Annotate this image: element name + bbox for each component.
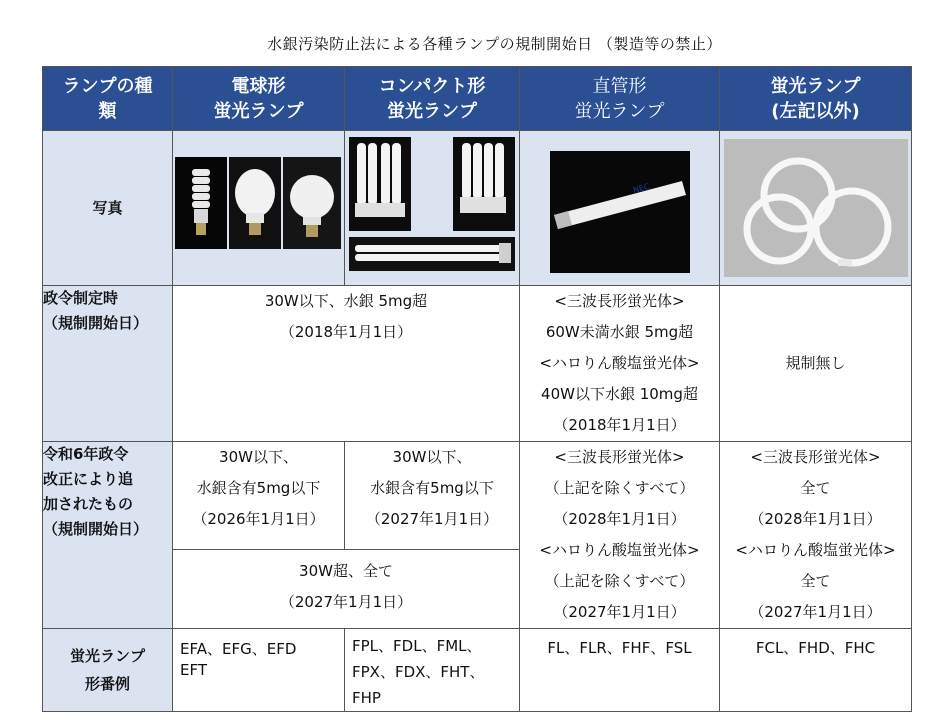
regulation-table [42, 66, 912, 712]
models-row [43, 629, 912, 712]
circular-lamps-image [724, 139, 908, 277]
models-straight: FL、FLR、FHF、FSL [520, 629, 720, 712]
models-bulb: EFA、EFG、EFD EFT [173, 629, 345, 712]
photo-row [43, 131, 912, 286]
header-compact-type: コンパクト形 蛍光ランプ [345, 67, 520, 131]
models-compact: FPL、FDL、FML、 FPX、FDX、FHT、 FHP [345, 629, 520, 712]
ordinance-other: 規制無し [720, 286, 912, 442]
ordinance-row [43, 286, 912, 442]
header-bulb-type: 電球形 蛍光ランプ [173, 67, 345, 131]
page-title: 水銀汚染防止法による各種ランプの規制開始日 （製造等の禁止） [267, 35, 722, 53]
reiwa-other: <三波長形蛍光体> 全て （2028年1月1日） <ハロりん酸塩蛍光体> 全て （2027年1月1日） [720, 442, 912, 629]
row-label-photo: 写真 [43, 131, 173, 286]
photo-compact-lamps [345, 131, 520, 286]
row-label-models: 蛍光ランプ 形番例 [43, 629, 173, 712]
reiwa-bulb: 30W以下、 水銀含有5mg以下 （2026年1月1日） [173, 442, 345, 550]
photo-straight-lamp [520, 131, 720, 286]
header-straight-type: 直管形 蛍光ランプ [520, 67, 720, 131]
models-other: FCL、FHD、FHC [720, 629, 912, 712]
reiwa-row-top [43, 442, 912, 550]
compact-lamps-image [349, 137, 515, 271]
ordinance-bulb-compact: 30W以下、水銀 5mg超 （2018年1月1日） [173, 286, 520, 442]
reiwa-bulb-compact-over30w: 30W超、全て （2027年1月1日） [173, 549, 520, 628]
header-row [43, 67, 912, 131]
straight-lamp-image [550, 151, 690, 273]
header-other-type: 蛍光ランプ (左記以外) [720, 67, 912, 131]
photo-circular-lamps [720, 131, 912, 286]
header-lamp-type: ランプの種 類 [43, 67, 173, 131]
row-label-reiwa: 令和6年政令 改正により追 加されたもの （規制開始日） [43, 442, 173, 629]
row-label-ordinance: 政令制定時 （規制開始日） [43, 286, 173, 442]
photo-bulb-lamps [173, 131, 345, 286]
ordinance-straight: <三波長形蛍光体> 60W未満水銀 5mg超 <ハロりん酸塩蛍光体> 40W以下水銀 10mg超 （2018年1月1日） [520, 286, 720, 442]
reiwa-compact: 30W以下、 水銀含有5mg以下 （2027年1月1日） [345, 442, 520, 550]
tube-brand-label: NEC [632, 181, 651, 195]
bulb-lamps-image [175, 157, 341, 249]
reiwa-straight: <三波長形蛍光体> （上記を除くすべて） （2028年1月1日） <ハロりん酸塩蛍光体> （上記を除くすべて） （2027年1月1日） [520, 442, 720, 629]
